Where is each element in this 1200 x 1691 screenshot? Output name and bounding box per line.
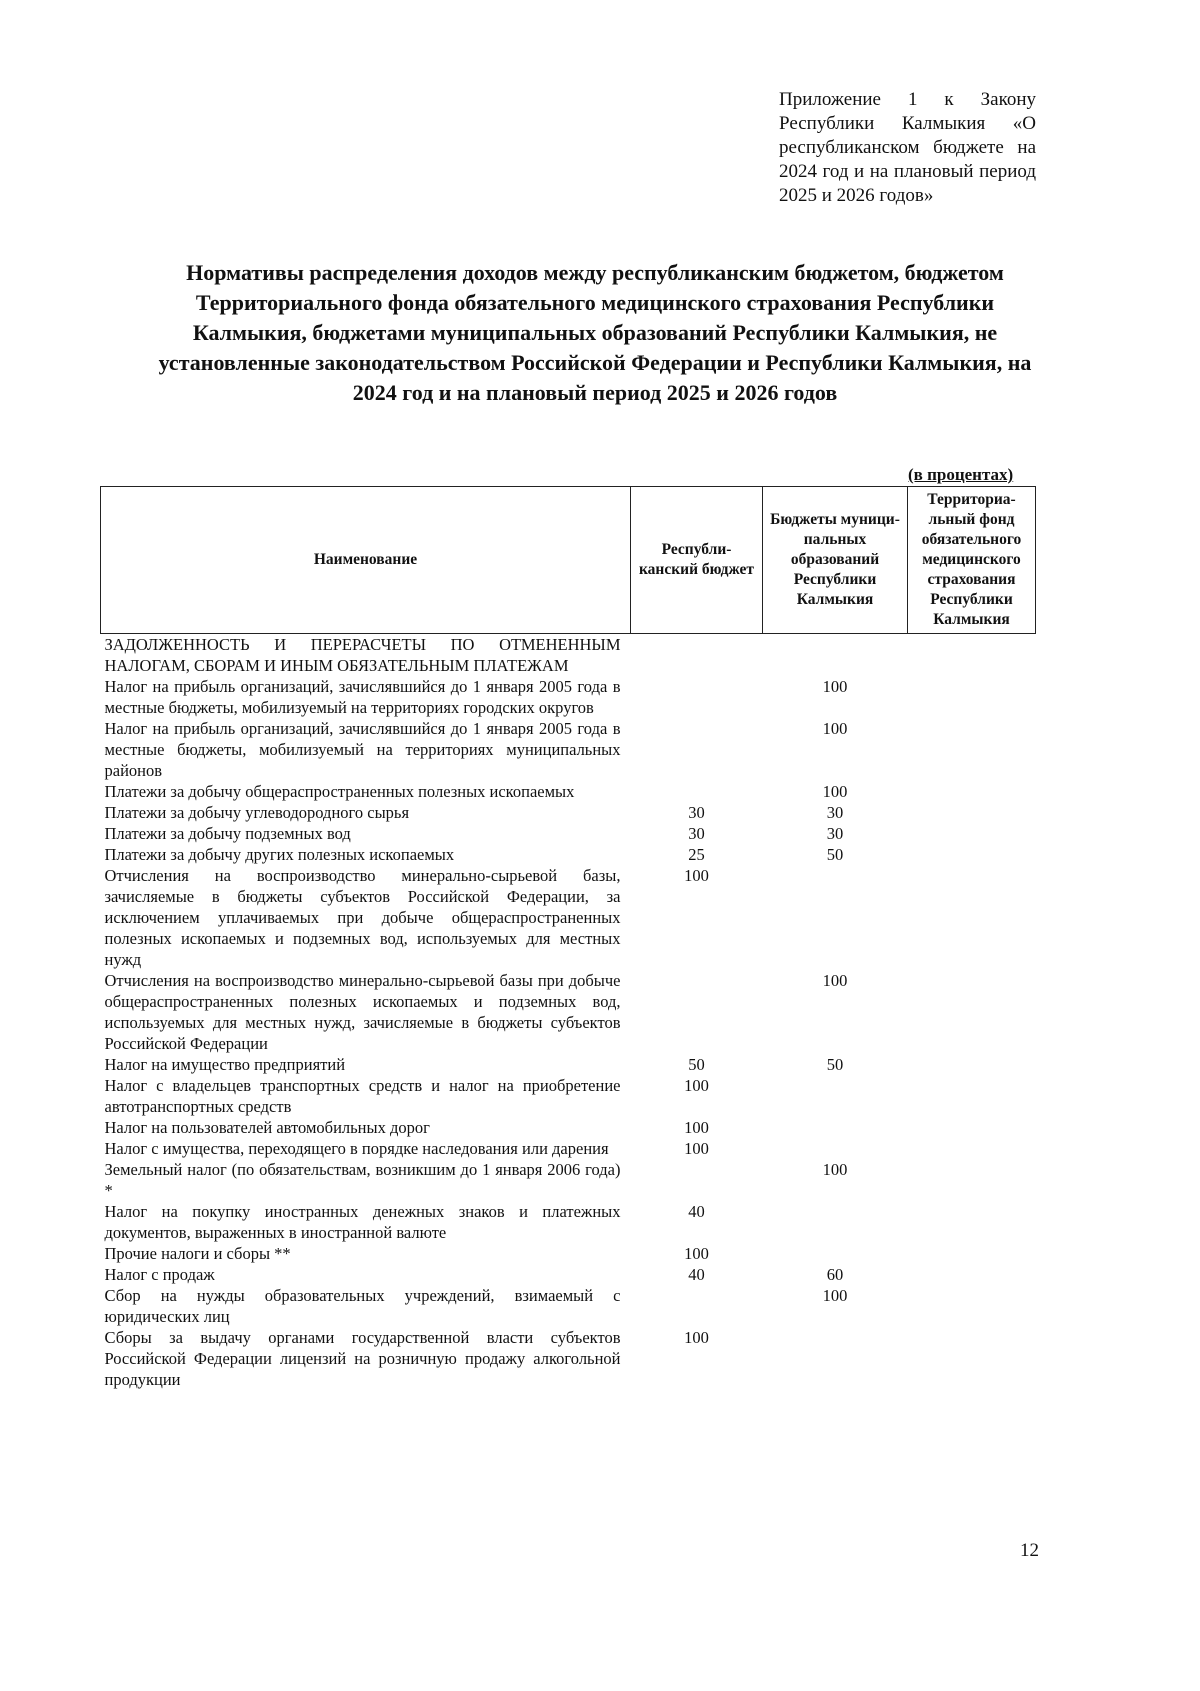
value-fund: [908, 865, 1036, 970]
table-row: [101, 1138, 1036, 1159]
row-name: Отчисления на воспроизводство минерально-сырьевой базы при добыче общераспространенных полезных ископаемых и подземных вод, используемых для местных нужд, зачисляемые в бюджеты субъектов Российской Федерации: [104, 971, 621, 1053]
row-name: Платежи за добычу углеводородного сырья: [104, 803, 410, 822]
row-name: Земельный налог (по обязательствам, возникшим до 1 января 2006 года) *: [104, 1160, 621, 1200]
value-fund: [908, 781, 1036, 802]
value-fund: [908, 1054, 1036, 1075]
table-row: [101, 1075, 1036, 1117]
table-header: [101, 487, 1036, 634]
value-republic: [631, 970, 763, 1054]
value-fund: [908, 676, 1036, 718]
row-name: ЗАДОЛЖЕННОСТЬ И ПЕРЕРАСЧЕТЫ ПО ОТМЕНЕННЫМ НАЛОГАМ, СБОРАМ И ИНЫМ ОБЯЗАТЕЛЬНЫМ ПЛАТЕЖАМ: [104, 635, 621, 675]
value-fund: [908, 1201, 1036, 1243]
value-republic: [631, 718, 763, 781]
value-municipal: 50: [826, 845, 844, 864]
value-republic: [631, 676, 763, 718]
value-fund: [908, 718, 1036, 781]
row-name: Сбор на нужды образовательных учреждений, взимаемый с юридических лиц: [104, 1286, 621, 1326]
value-fund: [908, 1285, 1036, 1327]
row-name: Платежи за добычу общераспространенных полезных ископаемых: [104, 782, 575, 801]
value-fund: [908, 1243, 1036, 1264]
value-municipal: 100: [822, 719, 848, 738]
table-row: [101, 1159, 1036, 1201]
value-municipal: [763, 1327, 908, 1390]
row-name: Сборы за выдачу органами государственной власти субъектов Российской Федерации лицензий на розничную продажу алкогольной продукции: [104, 1328, 621, 1389]
table-row: [101, 1327, 1036, 1390]
table-row: [101, 634, 1036, 677]
value-fund: [908, 634, 1036, 677]
table-row: [101, 802, 1036, 823]
value-fund: [908, 1327, 1036, 1390]
document-title: Нормативы распределения доходов между республиканским бюджетом, бюджетом Территориального фонда обязательного медицинского страхования Республики Калмыкия, бюджетами муниципальных образований Республики Калмыкия, не установленные законодательством Российской Федерации и Республики Калмыкия, на 2024 год и на плановый период 2025 и 2026 годов: [158, 260, 1032, 405]
row-name: Платежи за добычу других полезных ископаемых: [104, 845, 455, 864]
table-row: [101, 844, 1036, 865]
value-republic: 100: [684, 1139, 709, 1158]
value-republic: 40: [688, 1202, 705, 1221]
norms-table: [100, 486, 1036, 1390]
row-name: Налог на покупку иностранных денежных знаков и платежных документов, выраженных в иностранной валюте: [104, 1202, 621, 1242]
value-municipal: 30: [826, 803, 844, 822]
table-row: [101, 1264, 1036, 1285]
row-name: Прочие налоги и сборы **: [104, 1244, 291, 1263]
table-row: [101, 718, 1036, 781]
row-name: Отчисления на воспроизводство минерально-сырьевой базы, зачисляемые в бюджеты субъектов Российской Федерации, за исключением уплачиваемых при добыче общераспространенных полезных ископаемых и подземных вод, используемых для местных нужд: [104, 866, 621, 969]
value-republic: 100: [684, 866, 709, 885]
value-municipal: 50: [826, 1055, 844, 1074]
value-municipal: [763, 1201, 908, 1243]
value-republic: 30: [688, 824, 705, 843]
value-municipal: [763, 1075, 908, 1117]
page-number: 12: [1020, 1540, 1039, 1561]
table-row: [101, 1054, 1036, 1075]
value-municipal: [763, 634, 908, 677]
value-municipal: 100: [822, 1160, 848, 1179]
value-fund: [908, 1159, 1036, 1201]
value-republic: 50: [688, 1055, 705, 1074]
row-name: Налог на прибыль организаций, зачислявшийся до 1 января 2005 года в местные бюджеты, мобилизуемый на территориях городских округов: [104, 677, 621, 717]
value-republic: 100: [684, 1118, 709, 1137]
table-row: [101, 781, 1036, 802]
value-municipal: [763, 1243, 908, 1264]
value-municipal: 100: [822, 1286, 848, 1305]
value-fund: [908, 1075, 1036, 1117]
value-municipal: [763, 865, 908, 970]
value-municipal: 100: [822, 782, 848, 801]
value-republic: 40: [688, 1265, 705, 1284]
row-name: Налог с имущества, переходящего в порядке наследования или дарения: [104, 1139, 609, 1158]
value-fund: [908, 1138, 1036, 1159]
header-municipal: Бюджеты муници-пальных образований Республики Калмыкия: [763, 487, 908, 634]
value-fund: [908, 823, 1036, 844]
header-republic: Республи-канский бюджет: [631, 487, 763, 634]
row-name: Налог на имущество предприятий: [104, 1055, 346, 1074]
value-republic: [631, 634, 763, 677]
value-municipal: 100: [822, 971, 848, 990]
table-row: [101, 1117, 1036, 1138]
value-municipal: [763, 1117, 908, 1138]
header-fund: Территориа-льный фонд обязательного медицинского страхования Республики Калмыкия: [908, 487, 1036, 634]
value-municipal: 30: [826, 824, 844, 843]
value-fund: [908, 1264, 1036, 1285]
row-name: Налог с владельцев транспортных средств и налог на приобретение автотранспортных средств: [104, 1076, 621, 1116]
value-fund: [908, 802, 1036, 823]
value-municipal: 60: [826, 1265, 844, 1284]
table-row: [101, 1243, 1036, 1264]
value-fund: [908, 1117, 1036, 1138]
table-row: [101, 1201, 1036, 1243]
row-name: Платежи за добычу подземных вод: [104, 824, 351, 843]
unit-label: (в процентах): [908, 465, 1014, 484]
value-republic: 25: [688, 845, 705, 864]
value-republic: [631, 1285, 763, 1327]
value-republic: 100: [684, 1244, 709, 1263]
value-republic: 100: [684, 1076, 709, 1095]
value-republic: 30: [688, 803, 705, 822]
table-row: [101, 823, 1036, 844]
header-name: Наименование: [101, 487, 631, 634]
row-name: Налог на прибыль организаций, зачислявшийся до 1 января 2005 года в местные бюджеты, мобилизуемый на территориях муниципальных районов: [104, 719, 621, 780]
table-row: [101, 1285, 1036, 1327]
value-municipal: [763, 1138, 908, 1159]
row-name: Налог на пользователей автомобильных дорог: [104, 1118, 430, 1137]
value-republic: [631, 1159, 763, 1201]
value-republic: 100: [684, 1328, 709, 1347]
row-name: Налог с продаж: [104, 1265, 215, 1284]
value-municipal: 100: [822, 677, 848, 696]
appendix-note: Приложение 1 к Закону Республики Калмыкия «О республиканском бюджете на 2024 год и на плановый период 2025 и 2026 годов»: [779, 89, 1036, 206]
value-fund: [908, 970, 1036, 1054]
value-republic: [631, 781, 763, 802]
value-fund: [908, 844, 1036, 865]
table-row: [101, 676, 1036, 718]
table-row: [101, 970, 1036, 1054]
table-row: [101, 865, 1036, 970]
